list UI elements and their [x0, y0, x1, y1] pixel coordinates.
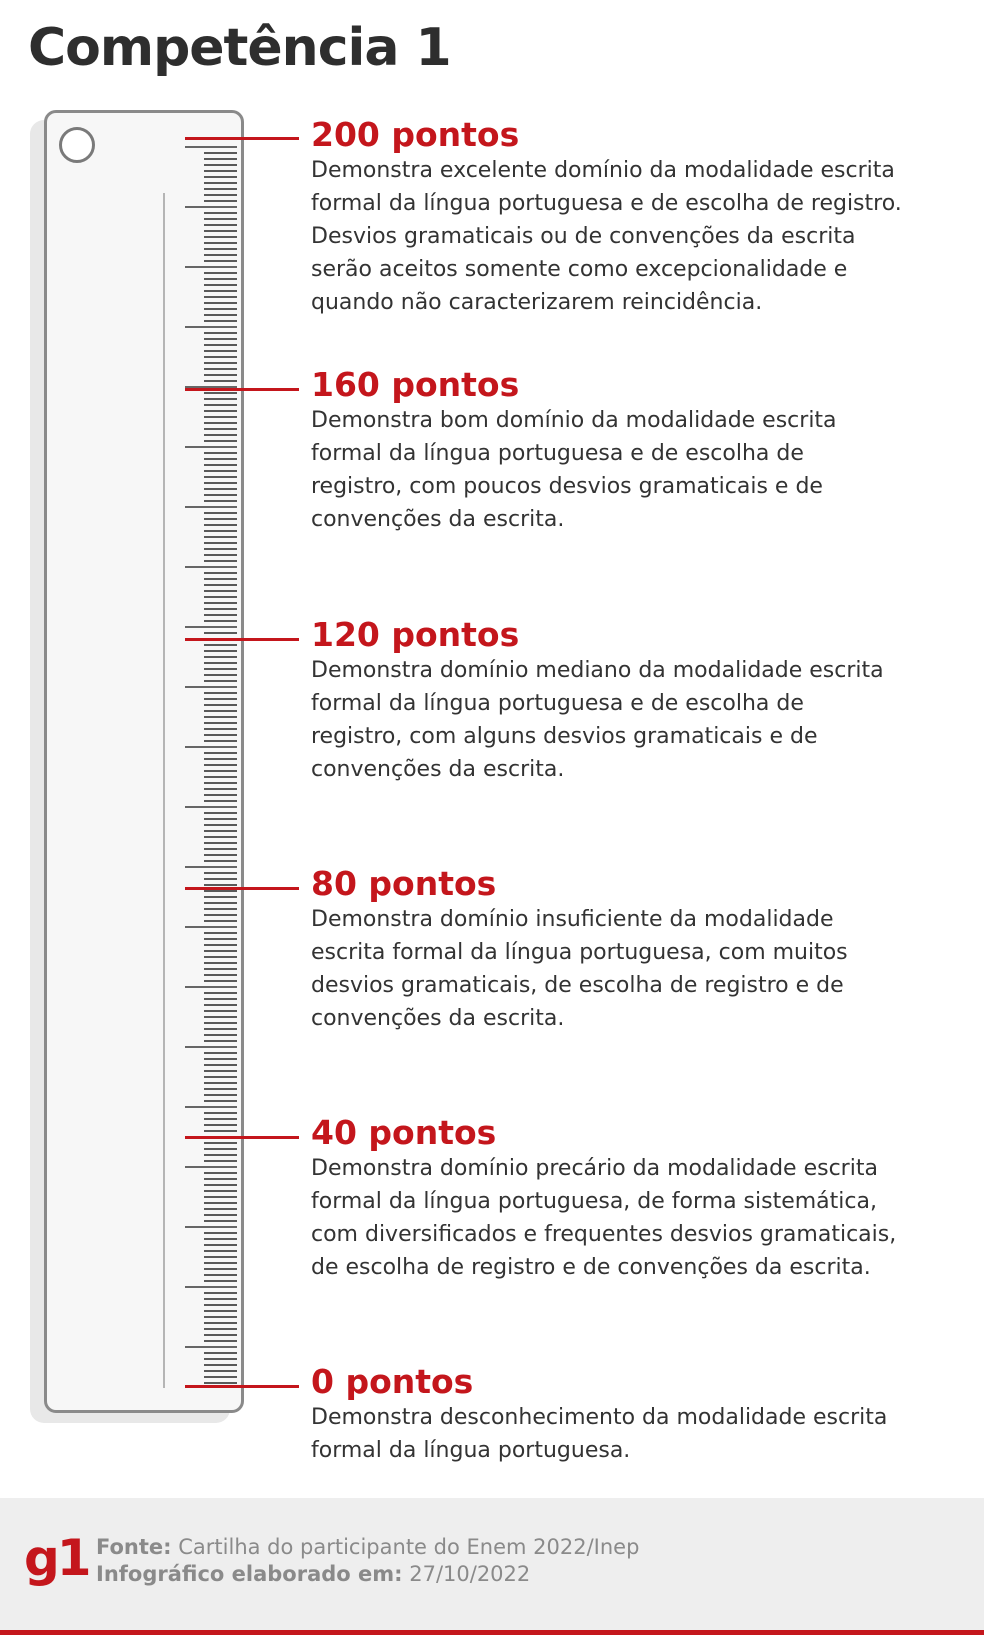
level-200 [311, 116, 961, 319]
ruler-center-line [163, 193, 165, 1388]
level-score: 200 pontos [311, 115, 520, 154]
date-value: 27/10/2022 [409, 1562, 531, 1586]
g1-logo: g1 [24, 1529, 89, 1587]
level-marker-80 [185, 887, 299, 890]
level-marker-200 [185, 137, 299, 140]
source-line [96, 1534, 639, 1561]
level-120 [311, 616, 961, 786]
level-marker-120 [185, 638, 299, 641]
level-80 [311, 865, 961, 1035]
ruler-hole-icon [59, 127, 95, 163]
source-label: Fonte: [96, 1535, 172, 1559]
level-marker-0 [185, 1385, 299, 1388]
footer [0, 1498, 984, 1635]
level-40 [311, 1114, 961, 1284]
level-0 [311, 1363, 961, 1467]
credits [96, 1534, 639, 1588]
ruler-illustration [44, 110, 244, 1413]
level-score: 160 pontos [311, 365, 520, 404]
level-160 [311, 366, 961, 536]
level-description: Demonstra bom domínio da modalidade escrita formal da língua portuguesa e de escolha de registro, com poucos desvios gramaticais e de convenções da escrita. [311, 408, 837, 532]
level-score: 40 pontos [311, 1113, 497, 1152]
level-description: Demonstra domínio insuficiente da modalidade escrita formal da língua portuguesa, com muitos desvios gramaticais, de escolha de registro e de convenções da escrita. [311, 907, 848, 1031]
source-value: Cartilha do participante do Enem 2022/Inep [178, 1535, 640, 1559]
level-description: Demonstra domínio precário da modalidade escrita formal da língua portuguesa, de forma sistemática, com diversificados e frequentes desvios gramaticais, de escolha de registro e de convenções da escrita. [311, 1156, 897, 1280]
page-title: Competência 1 [28, 18, 451, 78]
level-marker-160 [185, 388, 299, 391]
level-score: 120 pontos [311, 615, 520, 654]
level-score: 80 pontos [311, 864, 497, 903]
level-description: Demonstra excelente domínio da modalidade escrita formal da língua portuguesa e de escolha de registro. Desvios gramaticais ou de convenções da escrita serão aceitos somente como excepcionalidade e quando não caracterizarem reincidência. [311, 158, 902, 315]
level-description: Demonstra domínio mediano da modalidade escrita formal da língua portuguesa e de escolha de registro, com alguns desvios gramaticais e de convenções da escrita. [311, 658, 884, 782]
level-marker-40 [185, 1136, 299, 1139]
date-line [96, 1561, 639, 1588]
level-description: Demonstra desconhecimento da modalidade escrita formal da língua portuguesa. [311, 1405, 888, 1463]
level-score: 0 pontos [311, 1362, 474, 1401]
date-label: Infográfico elaborado em: [96, 1562, 403, 1586]
